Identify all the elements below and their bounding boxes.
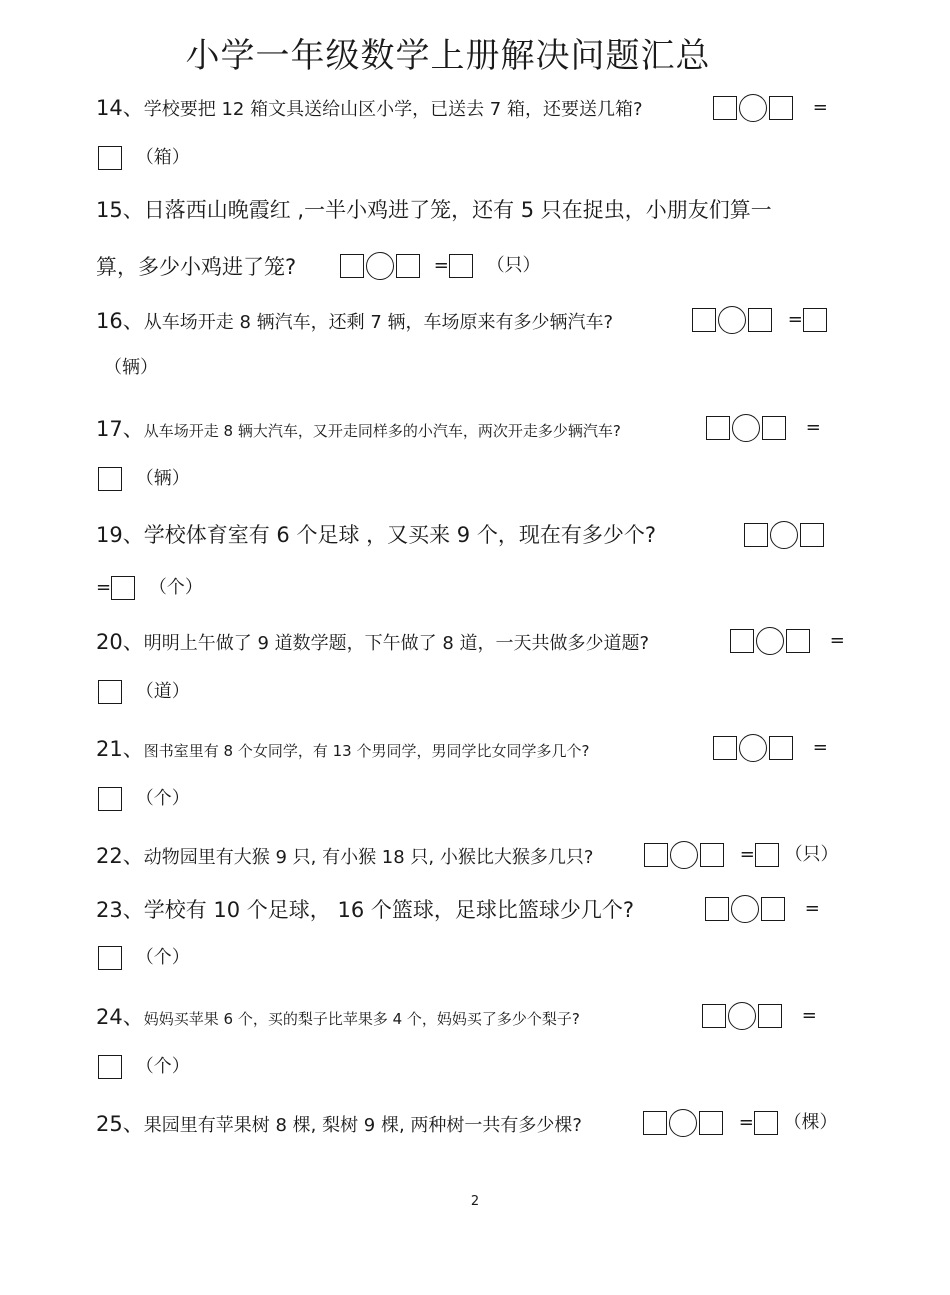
answer-line-24 bbox=[98, 1053, 190, 1081]
operator-circle[interactable] bbox=[739, 734, 767, 762]
result-box[interactable] bbox=[98, 787, 122, 811]
problem-text: 果园里有苹果树 8 棵, 梨树 9 棵, 两种树一共有多少棵? bbox=[143, 1115, 582, 1136]
unit-label: （只） bbox=[784, 844, 839, 865]
problem-15-line2 bbox=[96, 253, 296, 281]
result-box[interactable] bbox=[98, 146, 122, 170]
unit-label: （辆） bbox=[135, 468, 190, 489]
problem-text: 从车场开走 8 辆汽车，还剩 7 辆，车场原来有多少辆汽车? bbox=[143, 312, 614, 333]
answer-box[interactable] bbox=[643, 1111, 667, 1135]
answer-line-23 bbox=[98, 944, 190, 972]
unit-label: （个） bbox=[135, 947, 190, 968]
problem-text: 妈妈买苹果 6 个，买的梨子比苹果多 4 个，妈妈买了多少个梨子? bbox=[143, 1010, 580, 1028]
equals-sign: = bbox=[433, 255, 449, 276]
equals-sign: = bbox=[805, 417, 821, 438]
page-number: 2 bbox=[470, 1194, 480, 1209]
problem-22 bbox=[96, 842, 593, 872]
operator-circle[interactable] bbox=[670, 841, 698, 869]
answer-box[interactable] bbox=[396, 254, 420, 278]
problem-number: 15、 bbox=[96, 198, 144, 222]
problem-text: 动物园里有大猴 9 只, 有小猴 18 只, 小猴比大猴多几只? bbox=[143, 847, 594, 868]
answer-equation-23 bbox=[705, 895, 820, 923]
answer-box[interactable] bbox=[730, 629, 754, 653]
equals-sign: = bbox=[829, 630, 845, 651]
result-box[interactable] bbox=[803, 308, 827, 332]
unit-label: （道） bbox=[135, 681, 190, 702]
answer-box[interactable] bbox=[800, 523, 824, 547]
problem-20 bbox=[96, 628, 649, 658]
equals-sign: = bbox=[801, 1005, 817, 1026]
problem-23 bbox=[96, 896, 634, 924]
problem-text: 明明上午做了 9 道数学题，下午做了 8 道，一天共做多少道题? bbox=[143, 633, 650, 654]
equals-sign: = bbox=[96, 577, 112, 598]
unit-label: （棵） bbox=[783, 1112, 838, 1133]
answer-line-21 bbox=[98, 785, 190, 813]
answer-line-20 bbox=[98, 678, 190, 706]
problem-text: 算，多少小鸡进了笼? bbox=[96, 255, 297, 279]
result-box[interactable] bbox=[754, 1111, 778, 1135]
operator-circle[interactable] bbox=[718, 306, 746, 334]
problem-text: 从车场开走 8 辆大汽车，又开走同样多的小汽车，两次开走多少辆汽车? bbox=[143, 422, 621, 440]
equals-sign: = bbox=[787, 309, 803, 330]
answer-box[interactable] bbox=[748, 308, 772, 332]
answer-box[interactable] bbox=[761, 897, 785, 921]
answer-equation-24 bbox=[702, 1002, 817, 1030]
answer-line-19 bbox=[96, 574, 203, 602]
result-box[interactable] bbox=[98, 1055, 122, 1079]
unit-label: （箱） bbox=[135, 147, 190, 168]
result-box[interactable] bbox=[449, 254, 473, 278]
operator-circle[interactable] bbox=[731, 895, 759, 923]
equals-sign: = bbox=[738, 1112, 754, 1133]
result-box[interactable] bbox=[98, 680, 122, 704]
answer-equation-22 bbox=[644, 841, 839, 869]
problem-15 bbox=[96, 196, 772, 224]
answer-box[interactable] bbox=[692, 308, 716, 332]
answer-equation-14 bbox=[713, 94, 828, 122]
answer-box[interactable] bbox=[700, 843, 724, 867]
unit-label: （辆） bbox=[104, 357, 158, 378]
answer-equation-20 bbox=[730, 627, 845, 655]
answer-box[interactable] bbox=[705, 897, 729, 921]
answer-equation-25 bbox=[643, 1109, 838, 1137]
problem-text: 学校有 10 个足球， 16 个篮球，足球比篮球少几个? bbox=[143, 898, 635, 922]
result-box[interactable] bbox=[755, 843, 779, 867]
answer-equation-21 bbox=[713, 734, 828, 762]
problem-21 bbox=[96, 735, 589, 765]
problem-text: 学校体育室有 6 个足球 ，又买来 9 个，现在有多少个? bbox=[143, 523, 656, 547]
problem-number: 14、 bbox=[96, 96, 144, 120]
problem-number: 23、 bbox=[96, 898, 144, 922]
problem-number: 19、 bbox=[96, 523, 144, 547]
answer-equation-16 bbox=[692, 306, 827, 334]
problem-number: 20、 bbox=[96, 630, 144, 654]
unit-label: （只） bbox=[486, 255, 541, 276]
operator-circle[interactable] bbox=[770, 521, 798, 549]
problem-number: 24、 bbox=[96, 1005, 144, 1029]
answer-box[interactable] bbox=[713, 96, 737, 120]
equals-sign: = bbox=[812, 737, 828, 758]
answer-box[interactable] bbox=[706, 416, 730, 440]
answer-box[interactable] bbox=[699, 1111, 723, 1135]
unit-label: （个） bbox=[148, 577, 203, 598]
equals-sign: = bbox=[804, 898, 820, 919]
answer-box[interactable] bbox=[340, 254, 364, 278]
problem-24 bbox=[96, 1003, 580, 1033]
answer-box[interactable] bbox=[769, 96, 793, 120]
page-title: 小学一年级数学上册解决问题汇总 bbox=[185, 36, 711, 76]
unit-label: （个） bbox=[135, 788, 190, 809]
problem-19 bbox=[96, 521, 656, 549]
equals-sign: = bbox=[739, 844, 755, 865]
problem-text: 图书室里有 8 个女同学，有 13 个男同学，男同学比女同学多几个? bbox=[143, 742, 590, 760]
problem-number: 17、 bbox=[96, 417, 144, 441]
operator-circle[interactable] bbox=[728, 1002, 756, 1030]
result-box[interactable] bbox=[111, 576, 135, 600]
answer-box[interactable] bbox=[644, 843, 668, 867]
answer-line-16 bbox=[104, 354, 158, 382]
operator-circle[interactable] bbox=[756, 627, 784, 655]
operator-circle[interactable] bbox=[669, 1109, 697, 1137]
problem-25 bbox=[96, 1110, 582, 1140]
equals-sign: = bbox=[812, 97, 828, 118]
problem-16 bbox=[96, 307, 613, 337]
answer-equation-19 bbox=[744, 521, 824, 549]
problem-number: 16、 bbox=[96, 309, 144, 333]
problem-text: 日落西山晚霞红 ,一半小鸡进了笼，还有 5 只在捉虫，小朋友们算一 bbox=[143, 198, 772, 222]
answer-equation-17 bbox=[706, 414, 821, 442]
operator-circle[interactable] bbox=[739, 94, 767, 122]
problem-14 bbox=[96, 94, 643, 124]
problem-17 bbox=[96, 415, 621, 445]
result-box[interactable] bbox=[98, 467, 122, 491]
result-box[interactable] bbox=[98, 946, 122, 970]
answer-box[interactable] bbox=[758, 1004, 782, 1028]
operator-circle[interactable] bbox=[732, 414, 760, 442]
problem-number: 25、 bbox=[96, 1112, 144, 1136]
problem-number: 22、 bbox=[96, 844, 144, 868]
answer-line-17 bbox=[98, 465, 190, 493]
answer-equation-15 bbox=[340, 252, 541, 280]
answer-box[interactable] bbox=[713, 736, 737, 760]
answer-box[interactable] bbox=[786, 629, 810, 653]
answer-line-14 bbox=[98, 144, 190, 172]
answer-box[interactable] bbox=[762, 416, 786, 440]
answer-box[interactable] bbox=[744, 523, 768, 547]
answer-box[interactable] bbox=[769, 736, 793, 760]
answer-box[interactable] bbox=[702, 1004, 726, 1028]
problem-text: 学校要把 12 箱文具送给山区小学，已送去 7 箱，还要送几箱? bbox=[143, 99, 643, 120]
problem-number: 21、 bbox=[96, 737, 144, 761]
unit-label: （个） bbox=[135, 1056, 190, 1077]
operator-circle[interactable] bbox=[366, 252, 394, 280]
